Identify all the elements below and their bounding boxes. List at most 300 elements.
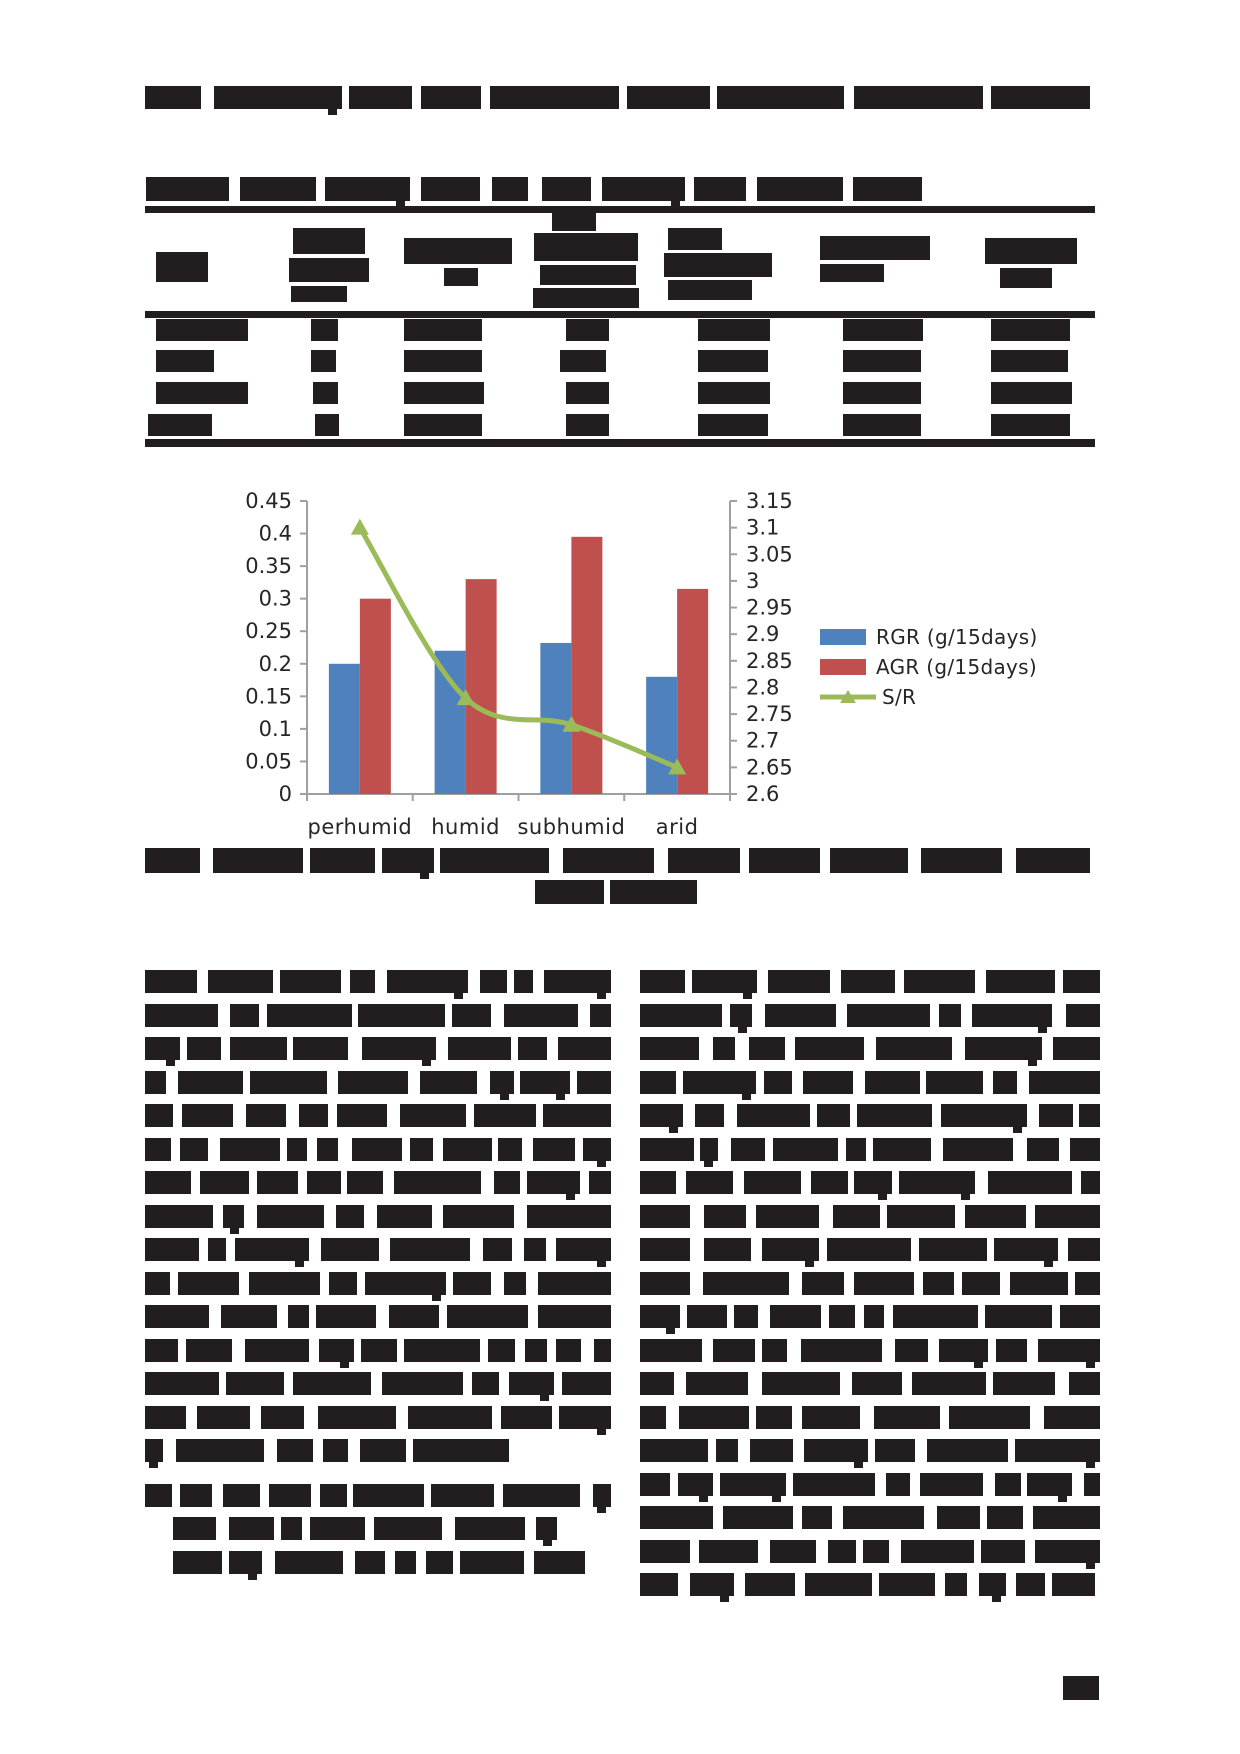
left-axis-tick-label: 0.25 <box>245 619 292 644</box>
redacted-table-cell <box>698 382 770 404</box>
redacted-body-left <box>226 1372 284 1395</box>
redacted-body-right <box>847 1004 930 1027</box>
redacted-body-right <box>773 1138 838 1161</box>
redacted-body-right <box>770 1305 821 1328</box>
redacted-body-right <box>854 1171 892 1194</box>
redacted-table-cell <box>560 350 606 372</box>
redacted-figure-caption <box>535 880 604 904</box>
redacted-body-left <box>556 1238 611 1261</box>
redacted-body-right <box>949 1406 1030 1429</box>
redacted-body-right <box>699 1540 758 1563</box>
redacted-body-right <box>756 1205 820 1228</box>
page-number-redacted <box>1063 1676 1099 1700</box>
redacted-body-right <box>640 1473 670 1496</box>
redacted-body-left <box>145 1238 199 1261</box>
redacted-body-right <box>981 1540 1025 1563</box>
redacted-body-right <box>687 1305 727 1328</box>
redacted-body-left <box>360 1439 406 1462</box>
redacted-body-left <box>498 1138 521 1161</box>
redacted-body-left <box>321 1238 379 1261</box>
redacted-table-cell <box>991 319 1070 341</box>
redacted-body-right <box>1027 1138 1060 1161</box>
redacted-table-caption <box>325 177 410 201</box>
redacted-body-right <box>745 1573 795 1596</box>
redacted-descender <box>597 1507 606 1513</box>
redacted-table-cell <box>566 319 609 341</box>
redacted-descender <box>432 1295 441 1301</box>
redacted-top-line <box>717 86 844 109</box>
table-rule-header <box>145 311 1095 318</box>
redacted-body-left <box>524 1238 546 1261</box>
right-axis-tick-label: 3.05 <box>746 542 793 567</box>
redacted-body-left <box>527 1171 580 1194</box>
agr-bar-humid <box>466 579 497 794</box>
redacted-body-left <box>145 1305 209 1328</box>
redacted-body-left <box>448 1037 511 1060</box>
redacted-descender <box>1086 1362 1095 1368</box>
redacted-body-right <box>640 1004 722 1027</box>
redacted-body-right <box>972 1004 1052 1027</box>
redacted-table-cell <box>156 350 214 372</box>
redacted-descender <box>597 1429 606 1435</box>
redacted-body-right <box>846 1138 866 1161</box>
redacted-body-left <box>347 1171 383 1194</box>
redacted-table-header <box>293 228 365 254</box>
redacted-body-right <box>827 1238 912 1261</box>
redacted-body-left <box>389 1305 439 1328</box>
redacted-table-header <box>985 238 1077 264</box>
redacted-body-right <box>692 970 757 993</box>
redacted-descender <box>704 1161 713 1167</box>
right-axis-tick-label: 2.85 <box>746 648 793 673</box>
redacted-body-left <box>447 1305 528 1328</box>
redacted-body-left <box>413 1439 509 1462</box>
redacted-body-right <box>1038 1339 1100 1362</box>
redacted-body-left <box>178 1071 243 1094</box>
redacted-body-right <box>1068 1238 1100 1261</box>
redacted-body-right <box>937 1506 980 1529</box>
redacted-body-left <box>520 1071 570 1094</box>
redacted-body-left <box>288 1305 308 1328</box>
redacted-table-caption <box>757 177 843 201</box>
redacted-body-left <box>317 1138 338 1161</box>
redacted-body-left <box>307 1171 341 1194</box>
redacted-table-cell <box>404 414 482 436</box>
redacted-body-right <box>683 1071 756 1094</box>
redacted-body-right <box>686 1171 732 1194</box>
left-axis-tick-label: 0.05 <box>245 749 292 774</box>
redacted-body-right <box>802 1272 844 1295</box>
sr-line <box>360 528 677 768</box>
redacted-body-left <box>562 1372 611 1395</box>
redacted-body-left <box>474 1104 537 1127</box>
redacted-body-right <box>923 1272 954 1295</box>
redacted-body-left <box>230 1004 260 1027</box>
redacted-body-right <box>640 1305 680 1328</box>
redacted-body-right <box>943 1138 1013 1161</box>
agr-bar-perhumid <box>360 599 391 794</box>
left-axis-tick-label: 0.4 <box>258 521 292 546</box>
redacted-body-right <box>1053 1037 1100 1060</box>
redacted-descender <box>992 1596 1001 1602</box>
redacted-table-caption <box>146 177 229 201</box>
redacted-body-left <box>145 1439 163 1462</box>
redacted-body-right <box>865 1071 919 1094</box>
agr-swatch <box>820 659 866 675</box>
redacted-body-left <box>229 1551 262 1574</box>
redacted-body-left <box>187 1037 221 1060</box>
redacted-body-left <box>534 1551 585 1574</box>
redacted-body-left <box>488 1339 516 1362</box>
redacted-body-right <box>640 1573 678 1596</box>
redacted-body-left <box>338 1071 408 1094</box>
rgr-bar-arid <box>646 677 677 794</box>
redacted-body-left <box>590 1004 611 1027</box>
redacted-body-left <box>420 1071 477 1094</box>
redacted-descender <box>500 1094 509 1100</box>
redacted-body-left <box>431 1484 494 1507</box>
redacted-body-left <box>186 1339 232 1362</box>
table-rule-top <box>145 206 1095 213</box>
redacted-descender <box>556 1094 565 1100</box>
redacted-body-right <box>919 1238 987 1261</box>
redacted-table-cell <box>698 414 768 436</box>
redacted-body-right <box>941 1104 1027 1127</box>
redacted-table-cell <box>156 382 248 404</box>
redacted-body-left <box>145 1339 178 1362</box>
redacted-body-left <box>362 1037 437 1060</box>
redacted-body-left <box>536 1517 557 1540</box>
redacted-top-line <box>145 86 201 109</box>
redacted-body-left <box>235 1238 309 1261</box>
redacted-body-left <box>504 1272 526 1295</box>
redacted-body-right <box>640 970 685 993</box>
redacted-body-left <box>145 1171 191 1194</box>
redacted-body-left <box>395 1551 417 1574</box>
redacted-body-right <box>640 1339 702 1362</box>
redacted-table-header <box>668 280 752 300</box>
redacted-body-right <box>912 1372 986 1395</box>
redacted-body-left <box>280 970 341 993</box>
left-axis-tick-label: 0.1 <box>258 716 292 741</box>
redacted-body-right <box>1066 1004 1100 1027</box>
redacted-table-cell <box>404 319 482 341</box>
redacted-body-left <box>173 1551 222 1574</box>
left-axis-tick-label: 0.2 <box>258 651 292 676</box>
redacted-body-left <box>355 1551 385 1574</box>
redacted-body-right <box>875 1439 916 1462</box>
redacted-body-left <box>365 1272 446 1295</box>
redacted-body-right <box>987 1506 1023 1529</box>
redacted-descender <box>597 1161 606 1167</box>
redacted-body-right <box>1081 1171 1100 1194</box>
redacted-body-right <box>926 1071 983 1094</box>
redacted-body-left <box>318 1406 395 1429</box>
redacted-body-right <box>904 970 975 993</box>
redacted-body-right <box>762 1238 819 1261</box>
redacted-body-right <box>804 1439 868 1462</box>
redacted-body-right <box>700 1138 718 1161</box>
redacted-body-left <box>394 1171 481 1194</box>
agr-bar-subhumid <box>571 537 602 794</box>
redacted-body-left <box>480 970 507 993</box>
sr-marker-perhumid <box>351 519 369 535</box>
redacted-body-left <box>319 1339 354 1362</box>
legend-label-sr: S/R <box>882 685 917 709</box>
redacted-body-right <box>640 1037 699 1060</box>
redacted-descender <box>1086 1462 1095 1468</box>
redacted-body-right <box>995 1473 1021 1496</box>
redacted-table-header <box>820 264 884 282</box>
redacted-body-right <box>640 1272 690 1295</box>
right-axis-tick-label: 3.1 <box>746 515 780 540</box>
redacted-table-header <box>156 252 208 282</box>
redacted-descender <box>743 993 752 999</box>
redacted-descender <box>854 1462 863 1468</box>
redacted-table-cell <box>991 382 1072 404</box>
redacted-body-left <box>329 1272 357 1295</box>
redacted-body-left <box>583 1138 611 1161</box>
redacted-table-cell <box>991 414 1070 436</box>
redacted-descender <box>540 1395 549 1401</box>
redacted-body-left <box>310 1517 366 1540</box>
redacted-body-left <box>352 1138 402 1161</box>
redacted-body-left <box>221 1305 277 1328</box>
redacted-body-left <box>145 1272 170 1295</box>
redacted-descender <box>422 1060 431 1066</box>
redacted-body-left <box>208 970 273 993</box>
redacted-body-right <box>805 1573 872 1596</box>
redacted-body-left <box>593 1484 611 1507</box>
redacted-body-left <box>293 1372 371 1395</box>
redacted-body-left <box>230 1037 287 1060</box>
redacted-descender <box>597 993 606 999</box>
redacted-descender <box>669 1127 678 1133</box>
redacted-body-left <box>358 1004 444 1027</box>
redacted-table-cell <box>148 414 212 436</box>
redacted-body-right <box>1016 1573 1045 1596</box>
redacted-table-cell <box>311 319 338 341</box>
redacted-body-left <box>182 1104 233 1127</box>
redacted-body-left <box>145 1071 166 1094</box>
redacted-body-left <box>426 1551 453 1574</box>
redacted-body-right <box>993 1372 1056 1395</box>
redacted-descender <box>720 1596 729 1602</box>
redacted-body-right <box>640 1138 694 1161</box>
redacted-body-left <box>460 1551 524 1574</box>
redacted-body-left <box>408 1406 491 1429</box>
legend-label-agr: AGR (g/15days) <box>876 655 1037 679</box>
redacted-body-right <box>802 1506 832 1529</box>
redacted-table-cell <box>313 382 338 404</box>
redacted-body-left <box>400 1104 466 1127</box>
redacted-body-right <box>730 1004 752 1027</box>
right-axis-tick-label: 2.9 <box>746 622 780 647</box>
redacted-body-left <box>200 1171 249 1194</box>
redacted-body-right <box>886 1473 910 1496</box>
redacted-body-right <box>811 1171 848 1194</box>
redacted-body-right <box>720 1473 786 1496</box>
right-axis-tick-label: 2.8 <box>746 675 780 700</box>
redacted-body-right <box>1035 1540 1100 1563</box>
redacted-body-right <box>899 1171 976 1194</box>
redacted-body-right <box>734 1305 758 1328</box>
redacted-body-right <box>793 1473 875 1496</box>
redacted-table-caption <box>694 177 746 201</box>
redacted-body-left <box>220 1138 280 1161</box>
redacted-body-left <box>556 1339 581 1362</box>
x-category-label: arid <box>655 815 699 839</box>
redacted-body-left <box>293 1037 348 1060</box>
redacted-body-left <box>514 970 533 993</box>
redacted-body-left <box>374 1517 442 1540</box>
redacted-body-left <box>382 1372 463 1395</box>
redacted-table-header <box>404 238 512 264</box>
redacted-body-left <box>223 1205 244 1228</box>
redacted-top-line <box>490 86 620 109</box>
redacted-body-right <box>1052 1573 1095 1596</box>
redacted-body-left <box>281 1517 302 1540</box>
redacted-body-right <box>1079 1104 1100 1127</box>
redacted-body-left <box>527 1205 611 1228</box>
redacted-descender <box>961 1194 970 1200</box>
left-axis-tick-label: 0.3 <box>258 586 292 611</box>
redacted-body-left <box>180 1484 212 1507</box>
redacted-table-header <box>291 286 347 302</box>
redacted-body-right <box>893 1305 978 1328</box>
redacted-descender <box>597 1261 606 1267</box>
redacted-descender <box>454 993 463 999</box>
redacted-body-right <box>731 1138 764 1161</box>
redacted-body-right <box>690 1573 734 1596</box>
redacted-body-right <box>640 1104 683 1127</box>
redacted-body-left <box>245 1339 308 1362</box>
redacted-body-left <box>544 970 611 993</box>
redacted-body-right <box>1069 1372 1100 1395</box>
redacted-table-header <box>664 253 772 277</box>
redacted-body-right <box>1035 1205 1100 1228</box>
redacted-body-left <box>452 1004 491 1027</box>
redacted-body-right <box>829 1305 855 1328</box>
redacted-table-header <box>668 228 722 250</box>
redacted-body-right <box>716 1439 738 1462</box>
redacted-body-right <box>945 1573 967 1596</box>
redacted-body-right <box>854 1272 913 1295</box>
redacted-body-right <box>985 1305 1052 1328</box>
redacted-body-left <box>287 1138 307 1161</box>
redacted-table-cell <box>698 319 770 341</box>
redacted-body-left <box>503 1484 580 1507</box>
redacted-body-left <box>589 1171 611 1194</box>
redacted-table-cell <box>404 350 482 372</box>
redacted-body-right <box>801 1339 883 1362</box>
chart-legend <box>820 622 1038 712</box>
redacted-body-left <box>208 1238 226 1261</box>
redacted-table-header <box>552 213 596 231</box>
redacted-body-right <box>640 1205 690 1228</box>
redacted-body-right <box>802 1406 860 1429</box>
redacted-body-left <box>494 1171 520 1194</box>
redacted-figure-caption <box>610 880 697 904</box>
right-axis-tick-label: 2.65 <box>746 755 793 780</box>
redacted-body-right <box>795 1037 863 1060</box>
redacted-table-header <box>534 233 638 261</box>
redacted-table-cell <box>315 414 339 436</box>
x-category-label: humid <box>431 815 500 839</box>
redacted-body-left <box>145 1138 171 1161</box>
redacted-table-cell <box>843 414 921 436</box>
redacted-body-left <box>277 1439 313 1462</box>
redacted-body-right <box>768 970 830 993</box>
redacted-body-left <box>443 1205 514 1228</box>
redacted-body-right <box>1060 1305 1100 1328</box>
redacted-body-right <box>927 1439 1008 1462</box>
redacted-body-left <box>249 1272 321 1295</box>
redacted-body-right <box>988 1171 1071 1194</box>
redacted-body-left <box>197 1406 250 1429</box>
redacted-body-left <box>350 970 376 993</box>
redacted-descender <box>1013 1127 1022 1133</box>
redacted-body-left <box>145 1484 172 1507</box>
redacted-body-left <box>180 1138 208 1161</box>
table-rule-bottom <box>145 439 1095 447</box>
redacted-descender <box>666 1328 675 1334</box>
redacted-body-left <box>509 1372 554 1395</box>
redacted-descender <box>1028 1060 1037 1066</box>
redacted-body-right <box>704 1238 751 1261</box>
redacted-top-line <box>854 86 983 109</box>
redacted-body-right <box>640 1238 690 1261</box>
redacted-body-right <box>852 1372 901 1395</box>
redacted-body-right <box>994 1238 1058 1261</box>
redacted-body-right <box>817 1104 849 1127</box>
redacted-body-right <box>965 1037 1042 1060</box>
redacted-body-left <box>223 1484 260 1507</box>
redacted-table-header <box>289 258 369 282</box>
redacted-body-left <box>558 1037 611 1060</box>
redacted-body-right <box>920 1473 983 1496</box>
redacted-body-left <box>275 1551 343 1574</box>
right-axis-tick-label: 2.6 <box>746 782 780 806</box>
redacted-table-cell <box>991 350 1068 372</box>
redacted-table-cell <box>843 350 921 372</box>
right-axis-tick-label: 3 <box>746 568 760 593</box>
redacted-body-right <box>939 1339 988 1362</box>
redacted-body-right <box>1015 1439 1100 1462</box>
redacted-body-left <box>490 1071 514 1094</box>
redacted-body-right <box>713 1339 754 1362</box>
redacted-descender <box>340 1362 349 1368</box>
redacted-descender <box>248 1574 257 1580</box>
redacted-body-left <box>145 1205 213 1228</box>
redacted-body-right <box>770 1540 816 1563</box>
redacted-body-right <box>986 970 1055 993</box>
redacted-body-right <box>762 1339 788 1362</box>
redacted-body-right <box>864 1305 884 1328</box>
redacted-body-right <box>737 1104 810 1127</box>
redacted-descender <box>742 1094 751 1100</box>
right-axis-tick-label: 2.75 <box>746 702 793 727</box>
redacted-body-left <box>533 1138 575 1161</box>
redacted-body-left <box>361 1339 398 1362</box>
redacted-body-left <box>145 1037 180 1060</box>
redacted-body-left <box>504 1004 578 1027</box>
redacted-body-right <box>873 1138 931 1161</box>
redacted-body-left <box>453 1272 491 1295</box>
redacted-body-right <box>979 1573 1006 1596</box>
redacted-table-caption <box>542 177 591 201</box>
redacted-table-header <box>533 288 639 308</box>
